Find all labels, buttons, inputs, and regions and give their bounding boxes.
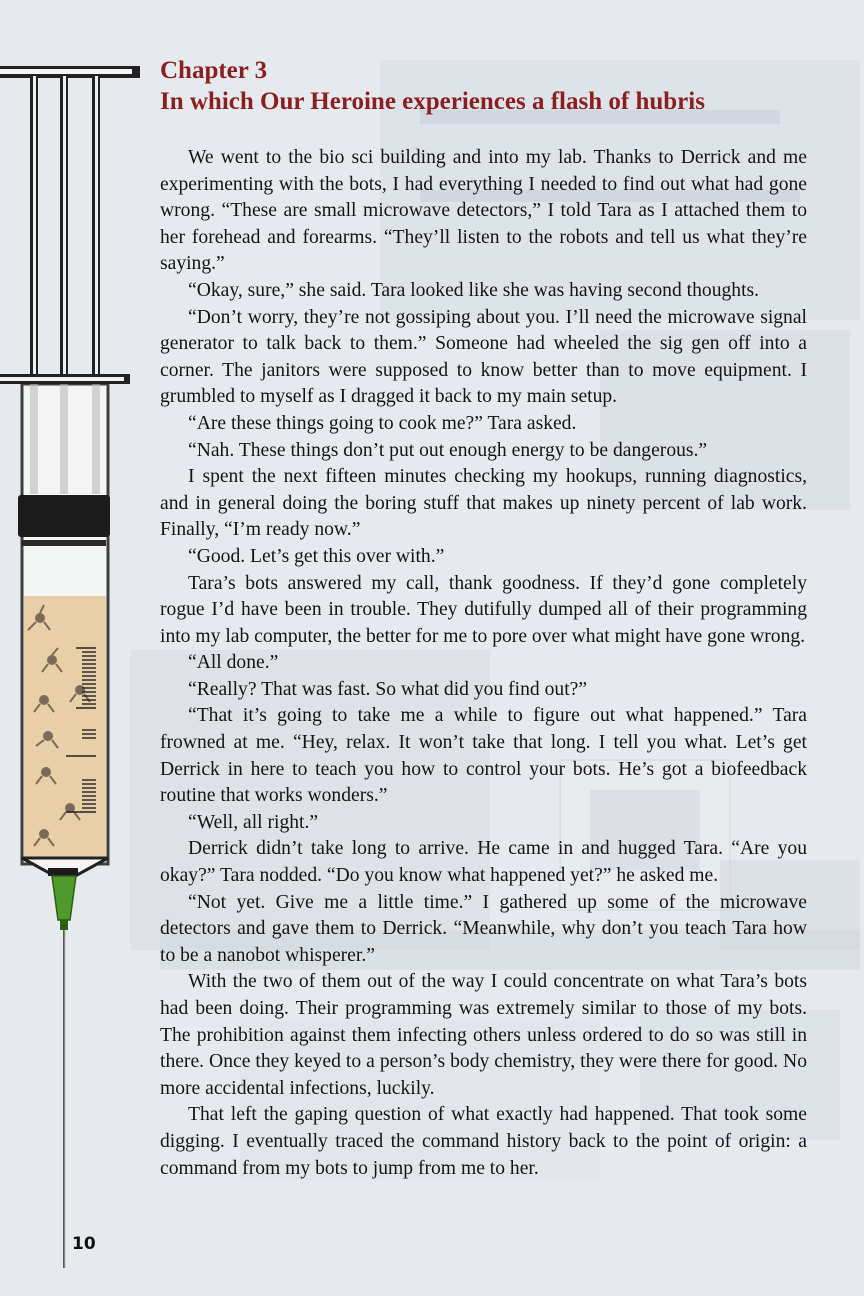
paragraph: “Okay, sure,” she said. Tara looked like she was having second thoughts. — [188, 279, 760, 301]
paragraph: “That it’s going to take me a while to figure out what happened.” Tara frowned at me. “Hey, relax. It won’t take that long. I tell you what. Let’s get Derrick in here to teach you how to control your bots. He’s got a biofeedback routine that works wonders.” — [160, 705, 807, 807]
paragraph: “Nah. These things don’t put out enough energy to be dangerous.” — [188, 439, 708, 461]
paragraph: “Well, all right.” — [188, 811, 319, 833]
chapter-heading — [160, 55, 820, 117]
paragraph: Derrick didn’t take long to arrive. He came in and hugged Tara. “Are you okay?” Tara nodded. “Do you know what happened yet?” he asked me. — [160, 838, 807, 887]
paragraph: “Really? That was fast. So what did you find out?” — [188, 678, 588, 700]
paragraph: I spent the next fifteen minutes checking my hookups, running diagnostics, and in general doing the boring stuff that makes up ninety percent of lab work. Finally, “I’m ready now.” — [160, 466, 807, 541]
paragraph: Tara’s bots answered my call, thank goodness. If they’d gone completely rogue I’d have been in trouble. They dutifully dumped all of their programming into my lab computer, the better for me to pore over what might have gone wrong. — [160, 572, 807, 647]
paragraph: “Not yet. Give me a little time.” I gathered up some of the microwave detectors and gave them to Derrick. “Meanwhile, why don’t you teach Tara how to be a nanobot whisperer.” — [160, 891, 807, 966]
chapter-number: Chapter 3 — [160, 57, 268, 84]
paragraph: “Don’t worry, they’re not gossiping about you. I’ll need the microwave signal generator to talk back to them.” Someone had wheeled the sig gen off into a corner. The janitors were supposed to know better than to move equipment. I grumbled to myself as I dragged it back to my main setup. — [160, 306, 807, 408]
chapter-body — [160, 145, 807, 1182]
paragraph: With the two of them out of the way I could concentrate on what Tara’s bots had been doing. Their programming was extremely similar to those of my bots. The prohibition against them infecting others unless ordered to do so was still in there. Once they keyed to a person’s body chemistry, they were there for good. No more accidental infections, luckily. — [160, 971, 807, 1099]
syringe-illustration — [0, 0, 150, 1296]
paragraph: “All done.” — [188, 652, 279, 674]
paragraph: “Good. Let’s get this over with.” — [188, 545, 445, 567]
paragraph: “Are these things going to cook me?” Tara asked. — [188, 412, 577, 434]
page-number: 10 — [72, 1234, 96, 1254]
paragraph: We went to the bio sci building and into my lab. Thanks to Derrick and me experimenting with the bots, I had everything I needed to find out what had gone wrong. “These are small microwave detectors,” I told Tara as I attached them to her forehead and forearms. “They’ll listen to the robots and tell us what they’re saying.” — [160, 147, 807, 275]
chapter-title: In which Our Heroine experiences a flash of hubris — [160, 88, 705, 115]
paragraph: That left the gaping question of what exactly had happened. That took some digging. I eventually traced the command history back to the point of origin: a command from my bots to jump from me to her. — [160, 1104, 807, 1179]
